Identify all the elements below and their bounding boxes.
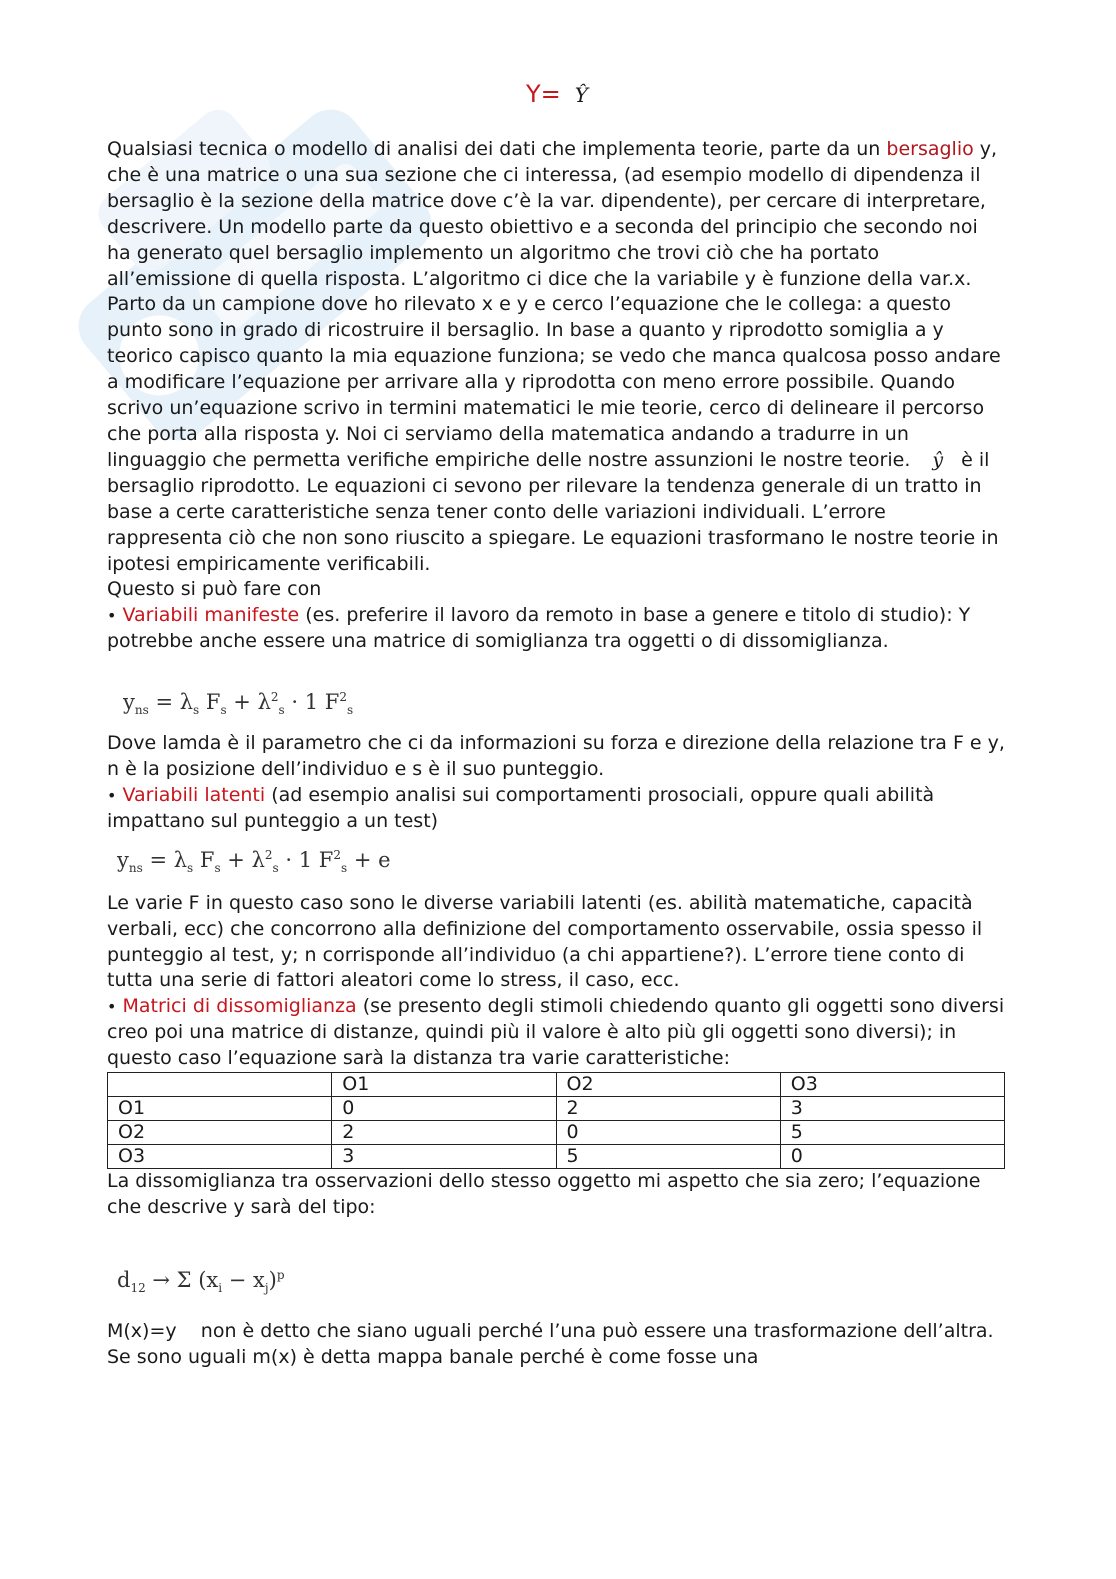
term-bersaglio: bersaglio: [886, 138, 974, 160]
paragraph-6: La dissomiglianza tra osservazioni dello stesso oggetto mi aspetto che sia zero; l’equazione che descrive y sarà del tipo:: [107, 1170, 981, 1218]
title-yhat: Ŷ: [574, 83, 588, 107]
bullet-icon: •: [107, 606, 117, 626]
formula-latent: $y_{ns} = \lambda_s$ $F_s + \lambda^2_s \cdot 1$ $F^2_s + e$: [117, 847, 391, 875]
paragraph-4: Dove lamda è il parametro che ci da informazioni su forza e direzione della relazione tra F e y, n è la posizione dell’individuo e s è il suo punteggio.: [107, 732, 1005, 781]
bullet-icon: •: [107, 997, 117, 1017]
term-variabili-latenti: Variabili latenti: [122, 783, 266, 806]
table-row: O1 0 2 3: [108, 1097, 1005, 1121]
paragraph-2: Parto da un campione dove ho rilevato x e y e cerco l’equazione che le collega: a questo punto sono in grado di ricostruire il bersaglio. In base a quanto y riprodotto somiglia a y teorico capisco quanto la mia equazione funziona; se vedo che manca qualcosa posso andare a modificare l’equazione per arrivare alla y riprodotta con meno errore possibile. Quando scrivo un’equazione scrivo in termini matematici le mie teorie, cerco di delineare il percorso che porta alla risposta y. Noi ci serviamo della matematica andando a tradurre in un linguaggio che permetta verifiche empiriche delle nostre assunzioni le nostre teorie. ŷ è il bersaglio riprodotto. Le equazioni ci sevono per rilevare la tendenza generale di un tratto in base a certe caratteristiche senza tener conto delle variazioni individuali. L’errore rappresenta ciò che non sono riuscito a spiegare. Le equazioni trasformano le nostre teorie in ipotesi empiricamente verificabili.: [107, 293, 1001, 575]
formula-manifest: $y_{ns} = \lambda_s$ $F_s + \lambda^2_s \cdot 1$ $F^2_s$: [123, 690, 354, 718]
term-matrici-dissomiglianza: Matrici di dissomiglianza: [122, 995, 357, 1018]
body-text: [107, 137, 1007, 1371]
bullet-variabili-latenti: • Variabili latenti (ad esempio analisi sui comportamenti prosociali, oppure quali abilità impattano sul punteggio a un test): [107, 783, 935, 832]
title-y: Y=: [526, 80, 561, 108]
bullet-variabili-manifeste: • Variabili manifeste (es. preferire il lavoro da remoto in base a genere e titolo di studio): Y potrebbe anche essere una matrice di somiglianza tra oggetti o di dissomiglianza.: [107, 604, 971, 653]
dissimilarity-table: [107, 1072, 1005, 1169]
table-row: O3 3 5 0: [108, 1145, 1005, 1169]
yhat-inline: ŷ: [932, 448, 944, 471]
formula-distance: $d_{12} \to \Sigma$ $(x_i - x_j)^p$: [117, 1267, 285, 1296]
bullet-icon: •: [107, 785, 117, 805]
paragraph-7: M(x)=y non è detto che siano uguali perché l’una può essere una trasformazione dell’altra. Se sono uguali m(x) è detta mappa banale perché è come fosse una: [107, 1319, 1000, 1368]
bullet-matrici-dissomiglianza: • Matrici di dissomiglianza (se presento degli stimoli chiedendo quanto gli oggetti sono diversi creo poi una matrice di distanze, quindi più il valore è alto più gli oggetti sono diversi); in questo caso l’equazione sarà la distanza tra varie caratteristiche:: [107, 995, 1005, 1070]
table-row: O2 2 0 5: [108, 1121, 1005, 1145]
table-header-row: O1 O2 O3: [108, 1073, 1005, 1097]
term-variabili-manifeste: Variabili manifeste: [122, 604, 300, 627]
paragraph-3: Questo si può fare con: [107, 578, 322, 601]
page-title: [107, 80, 1007, 108]
paragraph-1: Qualsiasi tecnica o modello di analisi dei dati che implementa teorie, parte da un bersaglio y, che è una matrice o una sua sezione che ci interessa, (ad esempio modello di dipendenza il bersaglio è la sezione della matrice dove c’è la var. dipendente), per cercare di interpretare, descrivere. Un modello parte da questo obiettivo e a seconda del principio che secondo noi ha generato quel bersaglio implemento un algoritmo che trovi ciò che ha portato all’emissione di quella risposta. L’algoritmo ci dice che la variabile y è funzione della var.x.: [107, 138, 998, 290]
paragraph-5: Le varie F in questo caso sono le diverse variabili latenti (es. abilità matematiche, capacità verbali, ecc) che concorrono alla definizione del comportamento osservabile, ossia spesso il punteggio al test, y; n corrisponde all’individuo (a chi appartiene?). L’errore tiene conto di tutta una serie di fattori aleatori come lo stress, il caso, ecc.: [107, 891, 983, 992]
